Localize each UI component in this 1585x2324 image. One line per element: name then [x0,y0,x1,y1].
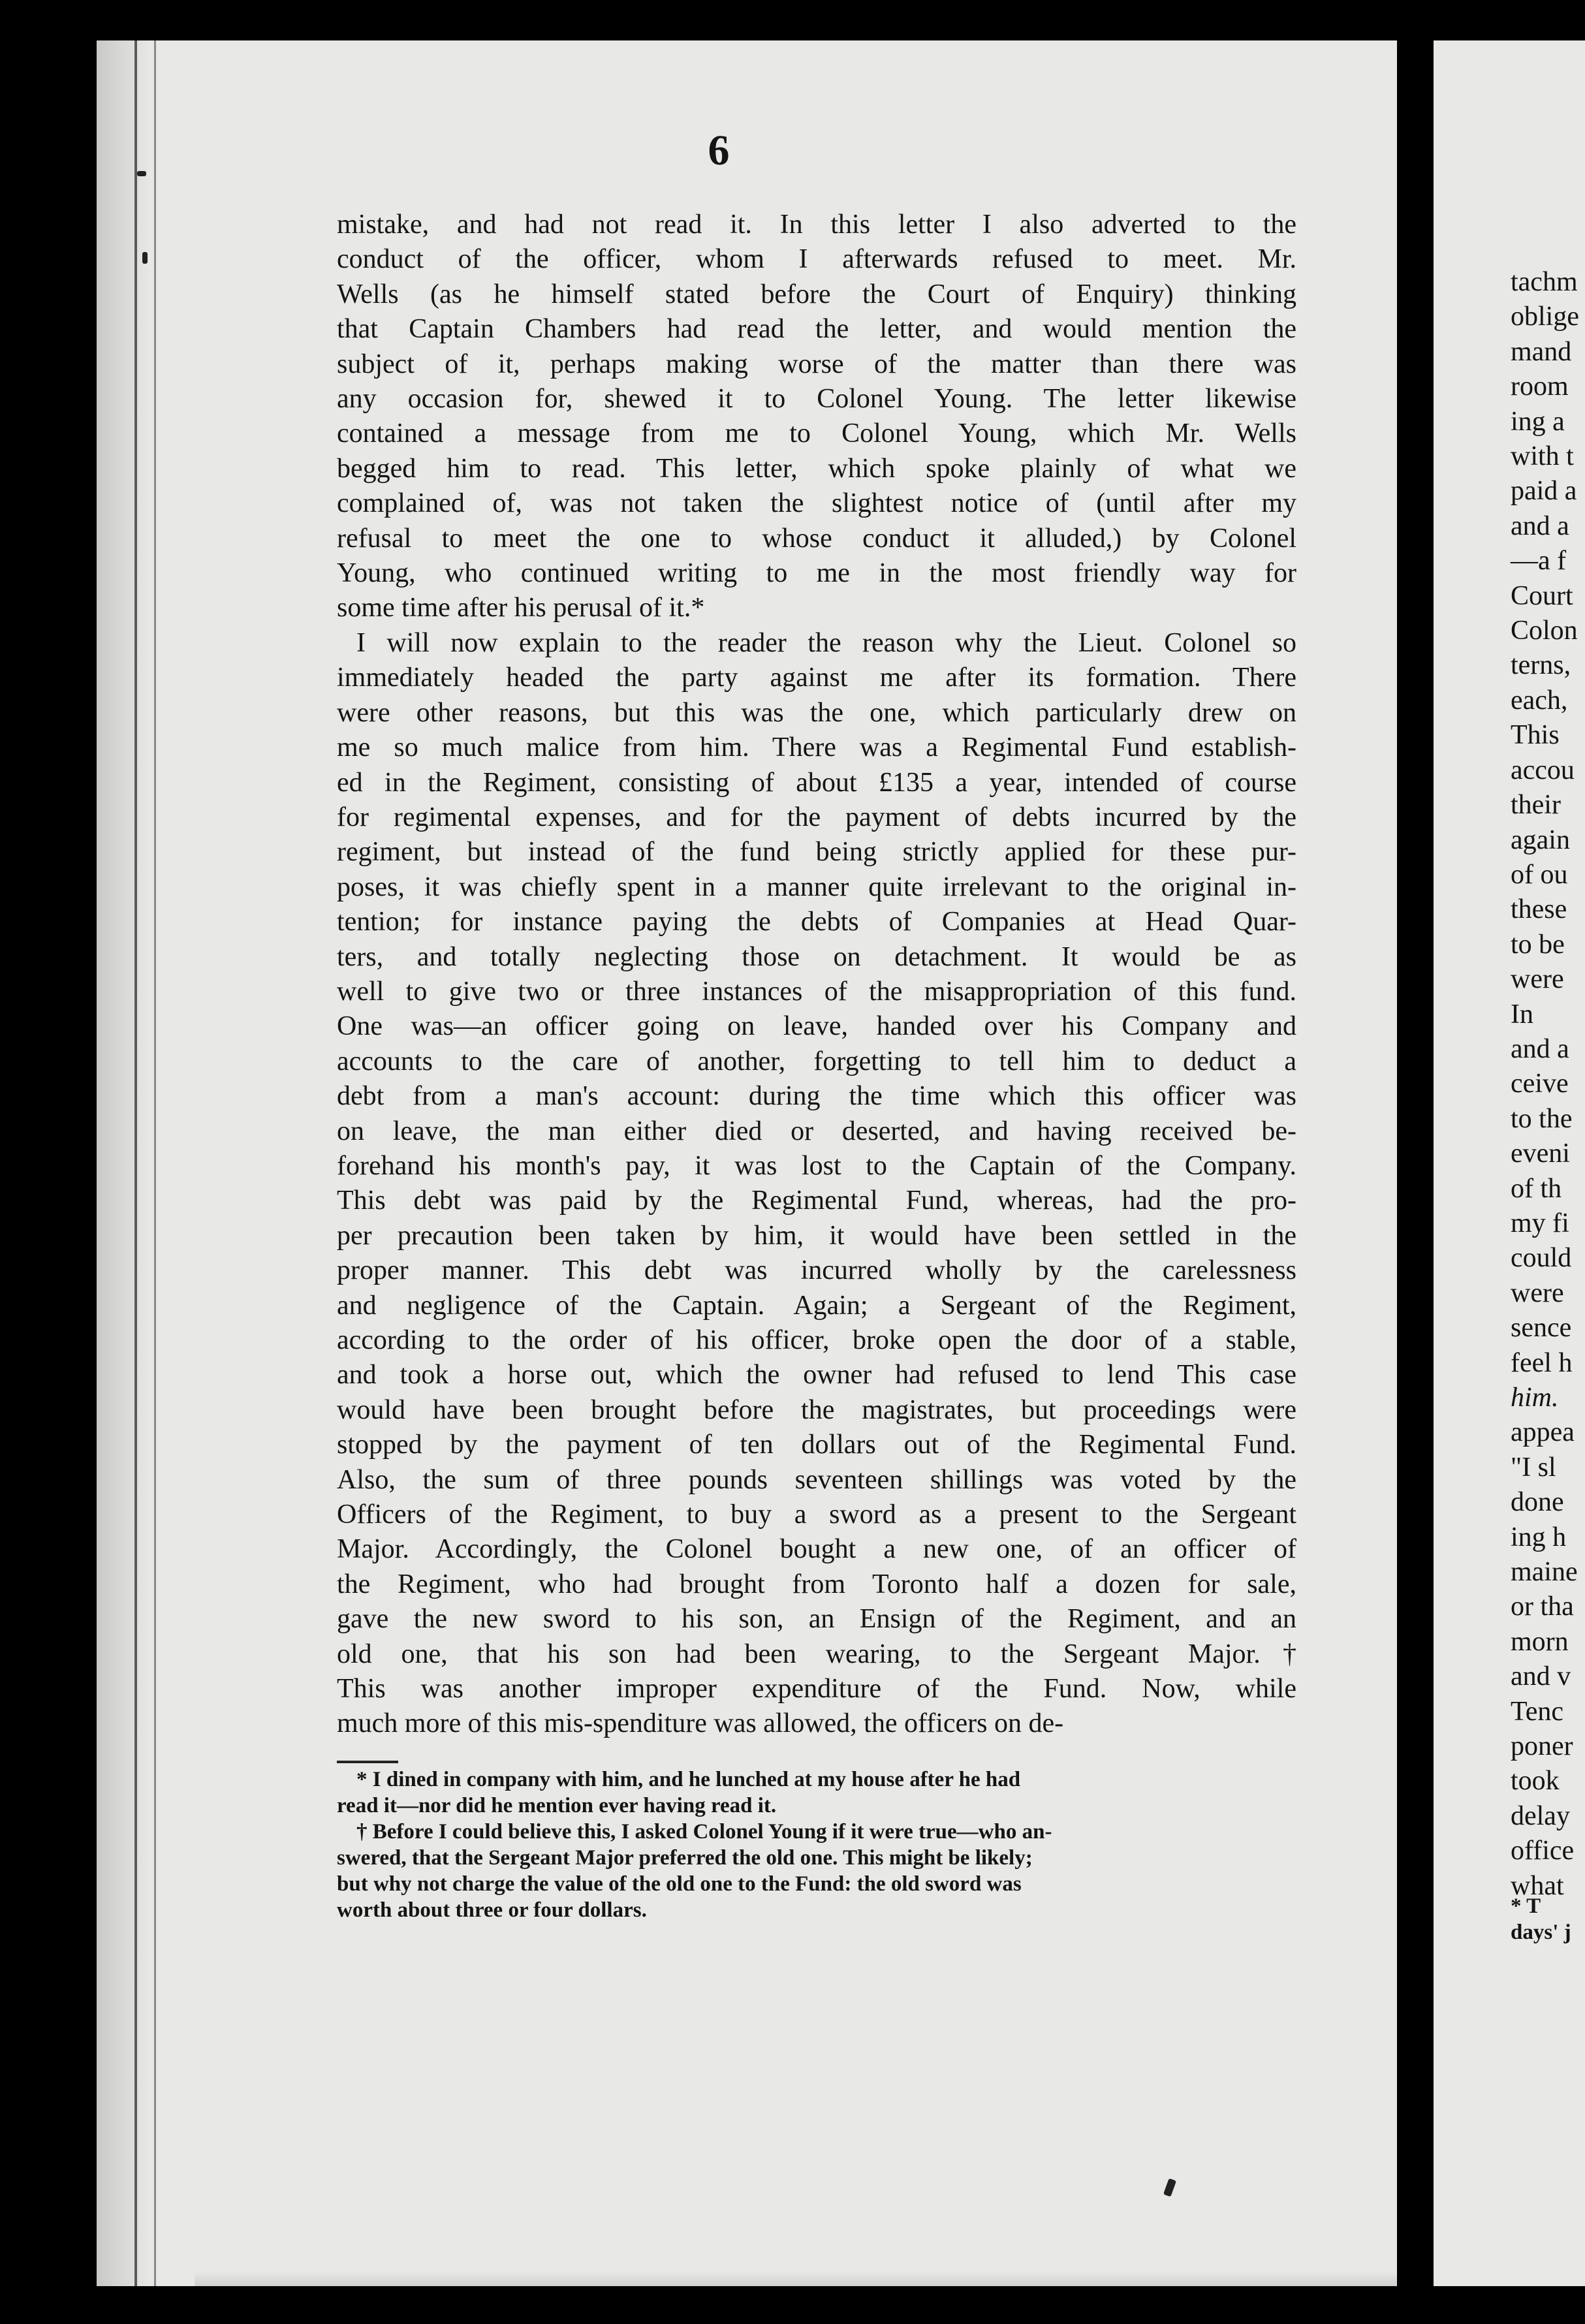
facing-text-fragment: to the [1511,1103,1573,1134]
facing-text-fragment: poner [1511,1731,1573,1762]
text-line: per precaution been taken by him, it would have been settled in the [337,1220,1296,1251]
facing-footnote-fragment: days' j [1511,1921,1571,1944]
text-line: poses, it was chiefly spent in a manner quite irrelevant to the original in- [337,872,1296,902]
text-line: debt from a man's account: during the time which this officer was [337,1081,1296,1112]
facing-text-fragment: and a [1511,510,1569,541]
footnote-line: read it—nor did he mention ever having read it. [337,1794,777,1817]
text-line: Officers of the Regiment, to buy a sword as a present to the Sergeant [337,1500,1296,1530]
facing-text-fragment: morn [1511,1626,1569,1657]
text-line: begged him to read. This letter, which spoke plainly of what we [337,453,1296,484]
facing-text-fragment: or tha [1511,1592,1574,1622]
facing-text-fragment: could [1511,1243,1572,1274]
facing-text-fragment: ing h [1511,1522,1567,1552]
footnote-line: worth about three or four dollars. [337,1898,647,1922]
text-line: regiment, but instead of the fund being strictly applied for these pur- [337,837,1296,868]
text-line: This debt was paid by the Regimental Fund, whereas, had the pro- [337,1186,1296,1216]
facing-text-fragment: "I sl [1511,1452,1556,1483]
text-line: Also, the sum of three pounds seventeen shillings was voted by the [337,1464,1296,1495]
scan-speck [142,252,148,264]
facing-text-fragment: ceive [1511,1069,1569,1099]
facing-text-fragment: eveni [1511,1138,1570,1169]
facing-text-fragment: Court [1511,580,1573,611]
text-line: much more of this mis-spenditure was allowed, the officers on de- [337,1708,1064,1739]
text-line: according to the order of his officer, broke open the door of a stable, [337,1325,1296,1355]
text-line: Wells (as he himself stated before the Court of Enquiry) thinking [337,279,1296,309]
facing-footnote-fragment: * T [1511,1894,1541,1918]
facing-text-fragment: done [1511,1487,1564,1518]
text-line: proper manner. This debt was incurred wholly by the carelessness [337,1255,1296,1286]
facing-text-fragment: appea [1511,1417,1575,1448]
facing-page-footnotes [1511,1893,1585,1945]
text-line: complained of, was not taken the slightest notice of (until after my [337,488,1296,519]
facing-text-fragment: mand [1511,336,1572,367]
text-line: stopped by the payment of ten dollars out of the Regimental Fund. [337,1430,1296,1460]
text-line: subject of it, perhaps making worse of the matter than there was [337,349,1296,379]
text-line: immediately headed the party against me after its formation. There [337,663,1296,693]
facing-text-fragment: sence [1511,1313,1572,1343]
text-line: well to give two or three instances of the misappropriation of this fund. [337,976,1296,1007]
facing-text-fragment: and a [1511,1033,1569,1064]
facing-page-text [1511,265,1585,1904]
text-line: gave the new sword to his son, an Ensign of the Regiment, and an [337,1604,1296,1635]
page-bottom-edge [195,2272,1397,2286]
facing-text-fragment: again [1511,824,1570,855]
facing-text-fragment: ing a [1511,406,1565,437]
text-line: mistake, and had not read it. In this letter I also adverted to the [337,210,1296,240]
facing-text-fragment: terns, [1511,650,1571,681]
text-line: any occasion for, shewed it to Colonel Young. The letter likewise [337,384,1296,415]
text-line: accounts to the care of another, forgetting to tell him to deduct a [337,1046,1296,1076]
facing-text-fragment: and v [1511,1661,1571,1692]
text-line: tention; for instance paying the debts of Companies at Head Quar- [337,907,1296,937]
facing-text-fragment: with t [1511,441,1574,472]
text-line: Young, who continued writing to me in the most friendly way for [337,558,1296,589]
facing-text-fragment: —a f [1511,546,1567,576]
facing-text-fragment: delay [1511,1800,1570,1831]
footnote-line: * I dined in company with him, and he lunched at my house after he had [356,1768,1021,1791]
facing-text-fragment: of th [1511,1173,1562,1204]
facing-text-fragment: of ou [1511,859,1568,890]
facing-text-fragment: were [1511,1278,1564,1308]
facing-text-fragment: to be [1511,929,1565,960]
text-line: forehand his month's pay, it was lost to the Captain of the Company. [337,1150,1296,1181]
text-line: Major. Accordingly, the Colonel bought a new one, of an officer of [337,1534,1296,1565]
text-line: some time after his perusal of it.* [337,593,705,623]
facing-text-fragment: these [1511,894,1567,925]
binding-line [154,40,156,2286]
facing-page [1434,40,1585,2286]
text-line: and negligence of the Captain. Again; a Sergeant of the Regiment, [337,1290,1296,1321]
text-line: that Captain Chambers had read the letter, and would mention the [337,314,1296,345]
facing-text-fragment: their [1511,790,1561,821]
facing-text-fragment: my fi [1511,1208,1569,1238]
facing-text-fragment: him. [1511,1383,1559,1413]
facing-text-fragment: Tenc [1511,1696,1564,1727]
text-line: would have been brought before the magistrates, but proceedings were [337,1394,1296,1425]
text-line: old one, that his son had been wearing, to the Sergeant Major.† [337,1639,1296,1669]
facing-text-fragment: In [1511,999,1533,1029]
facing-text-fragment: feel h [1511,1347,1573,1378]
text-line: refusal to meet the one to whose conduct it alluded,) by Colonel [337,523,1296,554]
facing-text-fragment: office [1511,1836,1575,1866]
text-line: ed in the Regiment, consisting of about £135 a year, intended of course [337,767,1296,798]
text-line: were other reasons, but this was the one, which particularly drew on [337,697,1296,728]
text-line: for regimental expenses, and for the payment of debts incurred by the [337,802,1296,832]
facing-text-fragment: what [1511,1870,1564,1901]
scan-speck [137,171,146,176]
footnote-line: but why not charge the value of the old one to the Fund: the old sword was [337,1872,1022,1896]
footnote-line: swered, that the Sergeant Major preferred the old one. This might be likely; [337,1846,1033,1870]
text-line: contained a message from me to Colonel Young, which Mr. Wells [337,418,1296,449]
text-line: on leave, the man either died or deserted, and having received be- [337,1116,1296,1146]
text-line: ters, and totally neglecting those on detachment. It would be as [337,941,1296,972]
facing-text-fragment: Colon [1511,616,1578,646]
text-line: I will now explain to the reader the reason why the Lieut. Colonel so [356,627,1296,658]
page-spine-shadow [97,40,151,2286]
facing-text-fragment: each, [1511,685,1568,715]
text-line: and took a horse out, which the owner had refused to lend This case [337,1360,1296,1390]
facing-text-fragment: This [1511,720,1560,751]
facing-text-fragment: maine [1511,1557,1578,1588]
footnote-rule [337,1761,398,1763]
body-text [337,208,1296,1742]
text-line: One was—an officer going on leave, handed over his Company and [337,1011,1296,1042]
facing-text-fragment: took [1511,1766,1560,1797]
facing-text-fragment: oblige [1511,302,1579,332]
facing-text-fragment: were [1511,964,1564,995]
facing-text-fragment: room [1511,371,1569,402]
facing-text-fragment: tachm [1511,267,1578,297]
facing-text-fragment: paid a [1511,476,1577,507]
binding-line [134,40,137,2286]
footnote-line: † Before I could believe this, I asked Colonel Young if it were true—who an- [356,1820,1052,1844]
facing-text-fragment: accou [1511,755,1575,785]
text-line: This was another improper expenditure of the Fund. Now, while [337,1674,1296,1704]
footnotes [337,1767,1290,1923]
text-line: the Regiment, who had brought from Toronto half a dozen for sale, [337,1569,1296,1599]
text-line: conduct of the officer, whom I afterwards refused to meet. Mr. [337,244,1296,275]
page-number: 6 [708,127,730,174]
text-line: me so much malice from him. There was a Regimental Fund establish- [337,732,1296,763]
